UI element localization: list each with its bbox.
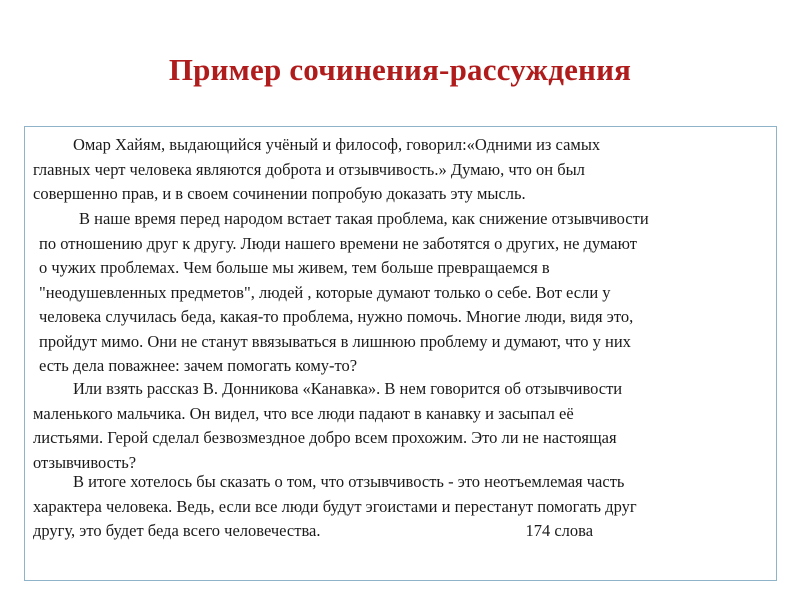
- essay-line: о чужих проблемах. Чем больше мы живем, тем больше превращаемся в: [39, 258, 550, 277]
- slide-title: Пример сочинения-рассуждения: [168, 52, 632, 87]
- essay-line: Омар Хайям, выдающийся учёный и философ, говорил:«Одними из самых: [73, 135, 601, 154]
- essay-paragraph-3: [33, 377, 622, 475]
- essay-line: другу, это будет беда всего человечества.: [33, 521, 321, 540]
- essay-line: В итоге хотелось бы сказать о том, что отзывчивость - это неотъемлемая часть: [73, 472, 625, 491]
- essay-line: главных черт человека являются доброта и отзывчивость.» Думаю, что он был: [33, 159, 585, 179]
- essay-paragraph-4: [33, 470, 637, 544]
- essay-line: листьями. Герой сделал безвозмездное добро всем прохожим. Это ли не настоящая: [33, 428, 617, 447]
- essay-line: маленького мальчика. Он видел, что все люди падают в канавку и засыпал её: [33, 403, 574, 423]
- essay-line: есть дела поважнее: зачем помогать кому-то?: [39, 356, 358, 375]
- essay-line: по отношению друг к другу. Люди нашего времени не заботятся о других, не думают: [39, 233, 637, 253]
- word-count: 174 слова: [525, 521, 594, 540]
- essay-line: Или взять рассказ В. Донникова «Канавка». В нем говорится об отзывчивости: [73, 379, 623, 398]
- essay-line: отзывчивость?: [33, 452, 137, 472]
- essay-line: "неодушевленных предметов", людей , которые думают только о себе. Вот если у: [39, 282, 611, 302]
- essay-line: пройдут мимо. Они не станут ввязываться в лишнюю проблему и думают, что у них: [39, 331, 631, 351]
- essay-paragraph-1: [33, 133, 600, 207]
- essay-line: В наше время перед народом встает такая проблема, как снижение отзывчивости: [79, 209, 649, 228]
- essay-frame: [24, 126, 777, 581]
- essay-line: человека случилась беда, какая-то проблема, нужно помочь. Многие люди, видя это,: [39, 307, 634, 326]
- essay-paragraph-2: [39, 207, 649, 379]
- essay-line: характера человека. Ведь, если все люди будут эгоистами и перестанут помогать друг: [33, 496, 637, 516]
- essay-line: совершенно прав, и в своем сочинении попробую доказать эту мысль.: [33, 184, 526, 203]
